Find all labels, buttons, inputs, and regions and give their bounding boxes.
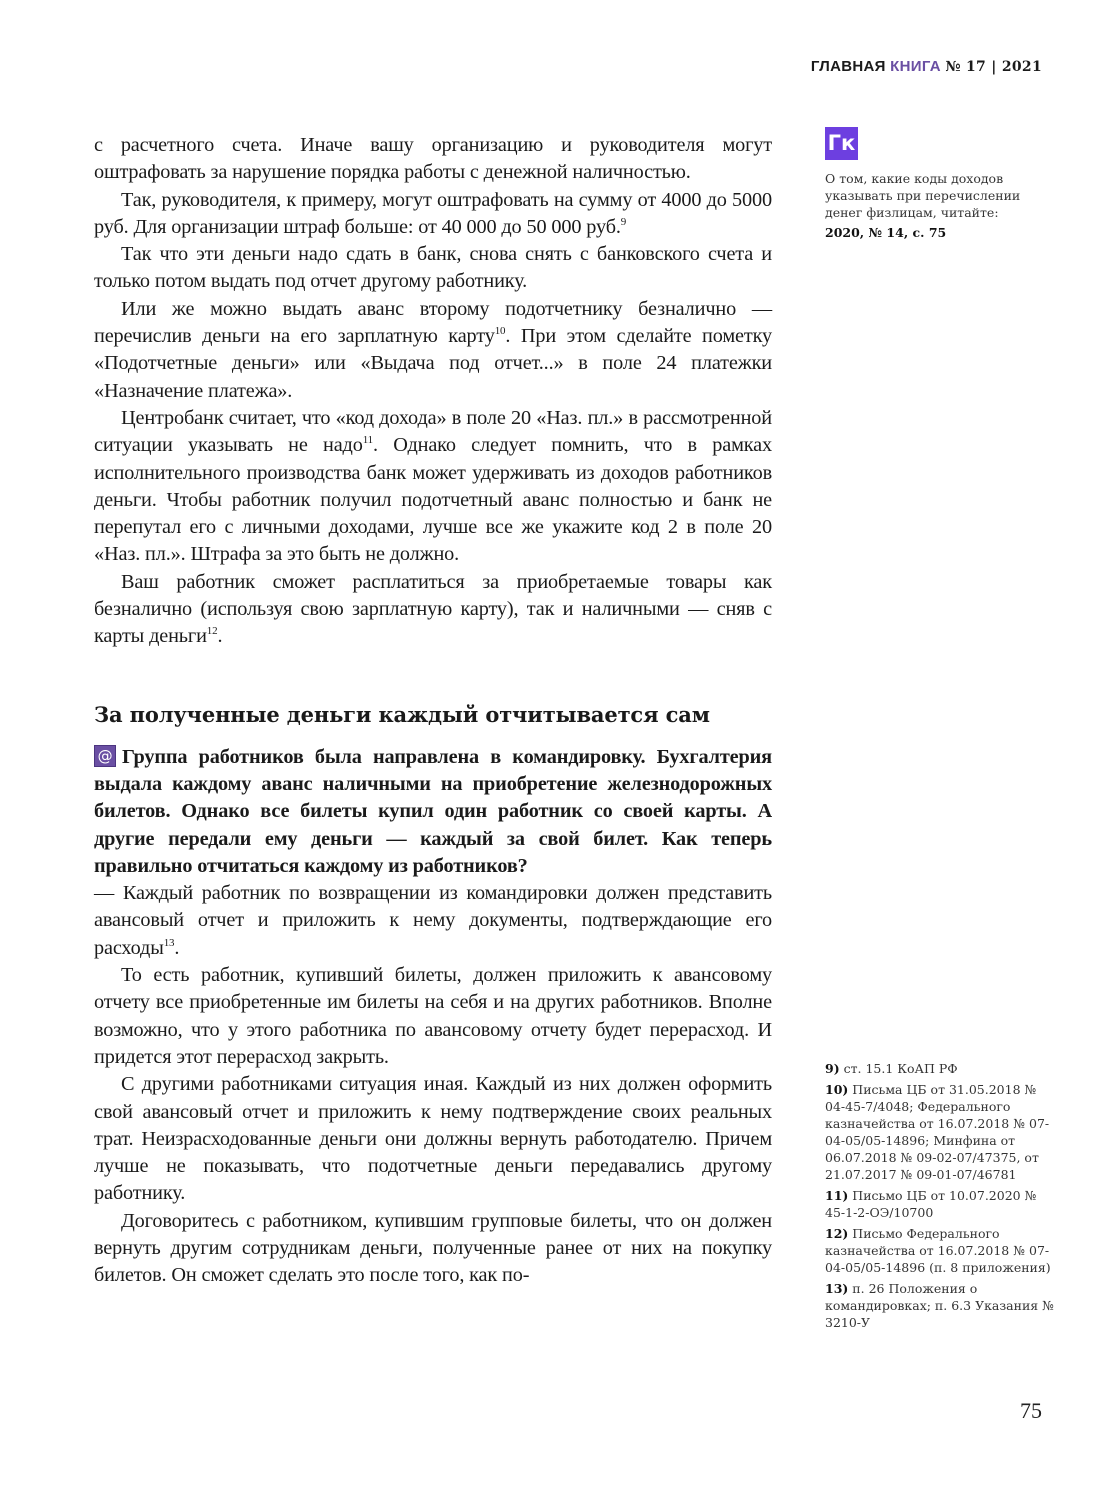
footnote: 10) Письма ЦБ от 31.05.2018 № 04-45-7/4048; Федерального казначейства от 16.07.2018 № 07-04-05/05-14896; Минфина от 06.07.2018 № 09-02-07/47375, от 21.07.2017 № 09-01-07/46781: [825, 1082, 1050, 1182]
paragraph: Договоритесь с работником, купившим групповые билеты, что он должен вернуть другим сотрудникам деньги, полученные ранее от них на покупку билетов. Он сможет сделать это после того, как по-: [94, 1209, 772, 1287]
paragraph: Так что эти деньги надо сдать в банк, снова снять с банковского счета и только потом выдать под отчет другому работнику.: [94, 243, 772, 293]
footnote: 13) п. 26 Положения о командировках; п. 6.3 Указания № 3210-У: [825, 1281, 1054, 1330]
brand-accent: КНИГА: [890, 58, 941, 75]
question-block: [94, 744, 772, 880]
sidebar-reference-text: О том, какие коды доходов указывать при перечислении денег физлицам, читайте:: [825, 171, 1021, 220]
article-body: [94, 132, 772, 1290]
issue-number: № 17 | 2021: [945, 59, 1042, 75]
running-header: [811, 58, 1042, 75]
page-number: 75: [1020, 1398, 1042, 1423]
question-text: Группа работников была направлена в командировку. Бухгалтерия выдала каждому аванс наличными на приобретение железнодорожных билетов. Однако все билеты купил один работник со своей карты. А другие передали ему деньги — каждый за свой билет. Как теперь правильно отчитаться каждому из работников?: [94, 745, 772, 877]
paragraph: С другими работниками ситуация иная. Каждый из них должен оформить свой авансовый отчет и приложить к нему подтверждение своих реальных трат. Неизрасходованные деньги они должны вернуть работодателю. Причем лучше не показывать, что подотчетные деньги передавались другому работнику.: [94, 1073, 772, 1205]
footnote: 12) Письмо Федерального казначейства от 16.07.2018 № 07-04-05/05-14896 (п. 8 приложения): [825, 1226, 1051, 1275]
footnote: 11) Письмо ЦБ от 10.07.2020 № 45-1-2-ОЭ/10700: [825, 1188, 1037, 1220]
sidebar-reference-link[interactable]: 2020, № 14, с. 75: [825, 225, 947, 240]
footnote: 9) ст. 15.1 КоАП РФ: [825, 1061, 958, 1076]
brand-main: ГЛАВНАЯ: [810, 58, 886, 75]
footnote-ref[interactable]: 9: [620, 216, 627, 229]
paragraph: То есть работник, купивший билеты, должен приложить к авансовому отчету все приобретенные им билеты на себя и на других работников. Вполне возможно, что у этого работника по авансовому отчету будет перерасход. И придется этот перерасход закрыть.: [94, 964, 772, 1068]
gk-logo-icon: Гк: [825, 127, 858, 160]
footnote-ref[interactable]: 13: [163, 936, 175, 949]
at-sign-icon: @: [94, 745, 116, 767]
paragraph: Ваш работник сможет расплатиться за приобретаемые товары как безналично (используя свою зарплатную карту), так и наличными — сняв с карты деньги$^{12}$.: [94, 570, 772, 648]
footnote-ref[interactable]: 12: [206, 625, 218, 638]
footnotes: [825, 1060, 1055, 1335]
paragraph: Центробанк считает, что «код дохода» в поле 20 «Наз. пл.» в рассмотренной ситуации указывать не надо$^{11}$. Однако следует помнить, что в рамках исполнительного производства банк может удерживать из доходов работников деньги. Чтобы работник получил подотчетный аванс полностью и банк не перепутал его с личными доходами, лучше все же укажите код 2 в поле 20 «Наз. пл.». Штрафа за это быть не должно.: [94, 406, 772, 566]
paragraph: с расчетного счета. Иначе вашу организацию и руководителя могут оштрафовать за нарушение порядка работы с денежной наличностью.: [94, 134, 772, 184]
paragraph: Так, руководителя, к примеру, могут оштрафовать на сумму от 4000 до 5000 руб. Для организации штраф больше: от 40 000 до 50 000 руб.$^9$: [94, 188, 772, 238]
section-heading: За полученные деньги каждый отчитывается сам: [94, 701, 710, 727]
sidebar-reference: [825, 127, 1055, 241]
footnote-ref[interactable]: 11: [362, 434, 374, 447]
answer-paragraph: — Каждый работник по возвращении из командировки должен представить авансовый отчет и приложить к нему документы, подтверждающие его расходы$^{13}$.: [94, 882, 772, 959]
footnote-ref[interactable]: 10: [494, 325, 506, 338]
paragraph: Или же можно выдать аванс второму подотчетнику безналично — перечислив деньги на его зарплатную карту$^{10}$. При этом сделайте пометку «Подотчетные деньги» или «Выдача под отчет...» в поле 24 платежки «Назначение платежа».: [94, 297, 772, 402]
